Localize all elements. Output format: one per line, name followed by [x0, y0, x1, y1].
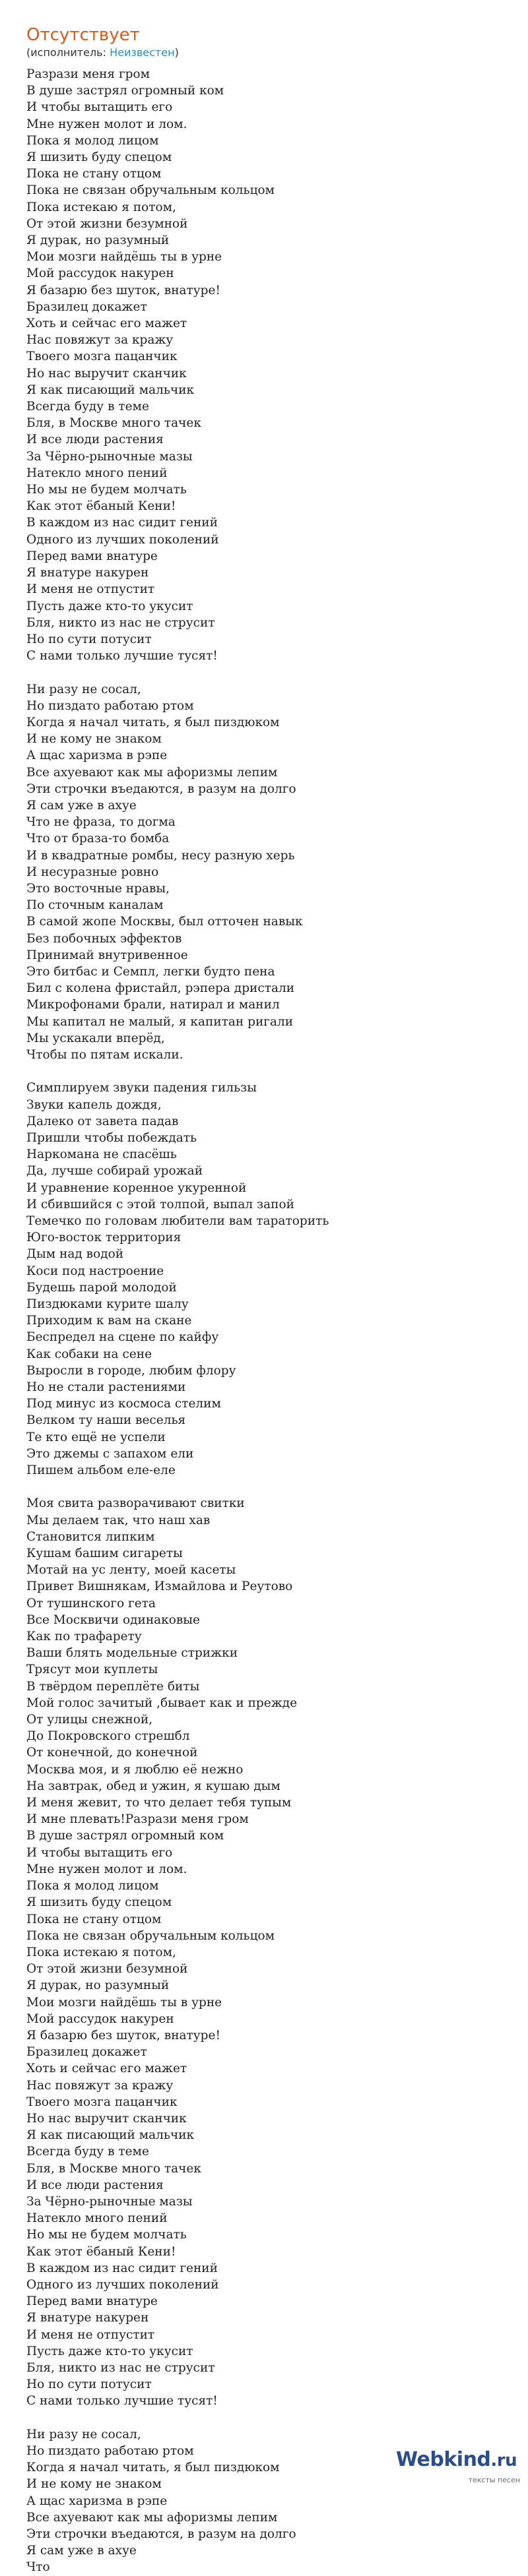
lyric-line: Я внатуре накурен [26, 566, 149, 580]
lyric-line: Но по сути потусит [26, 632, 152, 646]
lyric-line: Пусть даже кто-то укусит [26, 2344, 193, 2358]
lyric-line: Я дурак, но разумный [26, 1978, 170, 1993]
lyric-line: Ни разу не сосал, [26, 682, 141, 696]
lyric-line: По сточным каналам [26, 898, 164, 913]
lyric-line: Пишем альбом еле-еле [26, 1463, 176, 1478]
lyric-line: Мы капитал не малый, я капитан ригали [26, 1014, 294, 1029]
lyric-line: Да, лучше собирай урожай [26, 1164, 203, 1179]
stanza-break [26, 1063, 508, 1080]
lyric-line: Это джемы с запахом ели [26, 1446, 194, 1461]
lyric-line: Становится липким [26, 1529, 155, 1544]
lyric-line: Те кто ещё не успели [26, 1430, 166, 1444]
lyric-line: Всегда буду в теме [26, 2145, 149, 2159]
lyric-line: Пока не стану отцом [26, 167, 162, 181]
song-title: Отсутствует [26, 25, 140, 45]
stanza-break [26, 664, 508, 681]
lyric-line: И не кому не знаком [26, 2477, 162, 2492]
lyric-line: Нас повяжут за кражу [26, 333, 174, 348]
lyric-line: Твоего мозга пацанчик [26, 350, 178, 364]
lyric-line: Наркомана не спасёшь [26, 1148, 177, 1162]
lyric-line: Но нас выручит сканчик [26, 366, 187, 381]
lyric-line: С нами только лучшие тусят! [26, 2394, 218, 2408]
lyric-line: С нами только лучшие тусят! [26, 649, 218, 663]
lyric-line: В душе застрял огромный ком [26, 84, 224, 98]
lyric-line: Будешь парой молодой [26, 1280, 177, 1295]
lyric-line: И уравнение коренное укуренной [26, 1181, 247, 1195]
lyric-line: Бля, никто из нас не струсит [26, 615, 215, 630]
lyric-line: И в квадратные ромбы, несу разную херь [26, 848, 295, 863]
lyric-line: А щас харизма в рэпе [26, 2494, 168, 2508]
lyric-line: Юго-восток территория [26, 1231, 182, 1245]
lyric-line: Все ахуевают как мы афоризмы лепим [26, 765, 278, 780]
lyric-line: Но мы не будем молчать [26, 483, 187, 497]
lyric-line: Без побочных эффектов [26, 931, 182, 946]
lyric-line: И все люди растения [26, 2178, 164, 2192]
lyric-line: До Покровского стрешбл [26, 1729, 190, 1744]
lyric-line: Это битбас и Семпл, легки будто пена [26, 964, 275, 979]
lyric-line: Ни разу не сосал, [26, 2427, 141, 2441]
lyric-line: Пока истекаю я потом, [26, 1945, 176, 1959]
lyric-line: Пока не стану отцом [26, 1912, 162, 1926]
lyric-line: Приходим к вам на скане [26, 1314, 192, 1328]
lyric-line: Пока я молод лицом [26, 1879, 159, 1893]
lyric-line: Мой рассудок накурен [26, 2011, 174, 2026]
lyric-line: Что от браза-то бомба [26, 832, 170, 846]
lyric-line: Перед вами внатуре [26, 2294, 158, 2309]
lyric-line: Но нас выручит сканчик [26, 2111, 187, 2126]
lyric-line: В душе застрял огромный ком [26, 1829, 224, 1843]
lyric-line: Нас повяжут за кражу [26, 2078, 174, 2093]
logo-tagline: тексты песен [468, 2476, 520, 2484]
lyric-line: Я внатуре накурен [26, 2311, 149, 2325]
lyric-line: Как этот ёбаный Кени! [26, 499, 176, 514]
logo-domain: .ru [490, 2451, 517, 2470]
logo-brand [396, 2448, 517, 2471]
lyric-line: И чтобы вытащить его [26, 100, 173, 115]
lyric-line: Хоть и сейчас его мажет [26, 2062, 187, 2076]
lyric-line: Выросли в городе, любим флору [26, 1363, 236, 1378]
lyric-line: От улицы снежной, [26, 1713, 153, 1727]
lyric-line: От этой жизни безумной [26, 1962, 188, 1977]
lyric-line: Натекло много пений [26, 2211, 168, 2226]
lyric-line: И мне плевать!Разрази меня гром [26, 1812, 249, 1827]
lyric-line: Пока не связан обручальным кольцом [26, 183, 275, 198]
song-subtitle [26, 46, 179, 59]
lyric-line: Беспредел на сцене по кайфу [26, 1330, 219, 1345]
webkind-logo[interactable] [396, 2448, 521, 2485]
lyric-line: Бразилец докажет [26, 299, 147, 314]
stanza-break [26, 2410, 508, 2426]
lyric-line: Пока истекаю я потом, [26, 200, 176, 214]
lyric-line: Ваши блять модельные стрижки [26, 1646, 238, 1661]
lyric-line: Пусть даже кто-то укусит [26, 599, 193, 613]
lyric-line: Что не фраза, то догма [26, 815, 176, 830]
lyric-line: Натекло много пений [26, 466, 168, 480]
lyric-line: Пока я молод лицом [26, 133, 159, 148]
lyric-line: Я шизить буду спецом [26, 1895, 172, 1910]
lyric-line: Симплируем звуки падения гильзы [26, 1081, 257, 1095]
lyric-line: Но пиздато работаю ртом [26, 2443, 194, 2458]
lyric-line: И чтобы вытащить его [26, 1845, 173, 1860]
lyric-line: В самой жопе Москвы, был отточен навык [26, 915, 303, 929]
lyric-line: За Чёрно-рыночные мазы [26, 449, 193, 464]
lyric-line: И меня не отпустит [26, 582, 155, 597]
lyric-line: Все Москвичи одинаковые [26, 1612, 200, 1627]
lyric-line: Я базарю без шуток, внатуре! [26, 283, 220, 297]
lyric-line: Принимай внутривенное [26, 948, 188, 962]
lyric-line: Под минус из космоса стелим [26, 1397, 221, 1411]
lyric-line: Мне нужен молот и лом. [26, 117, 187, 131]
lyric-line: Перед вами внатуре [26, 549, 158, 563]
lyric-line: Дым над водой [26, 1247, 124, 1262]
lyric-line: Мой рассудок накурен [26, 266, 174, 281]
lyric-line: Но мы не будем молчать [26, 2228, 187, 2242]
lyric-line: От тушинского гета [26, 1596, 156, 1610]
lyric-line: Разрази меня гром [26, 67, 150, 81]
lyric-line: Эти строчки въедаются, в разум на долго [26, 2527, 296, 2541]
lyric-line: Это восточные нравы, [26, 881, 170, 896]
lyric-line: Когда я начал читать, я был пиздюком [26, 2461, 280, 2475]
lyric-line: Но не стали растениями [26, 1380, 186, 1395]
lyric-line: Но пиздато работаю ртом [26, 698, 194, 713]
artist-link[interactable]: Неизвестен [110, 46, 175, 59]
lyric-line: И все люди растения [26, 433, 164, 447]
stanza-break [26, 1479, 508, 1495]
subtitle-suffix: ) [174, 46, 179, 59]
lyric-line: Я сам уже в ахуе [26, 798, 137, 813]
lyric-line: А щас харизма в рэпе [26, 749, 168, 763]
lyric-line: Я базарю без шуток, внатуре! [26, 2028, 220, 2042]
lyric-line: Я сам уже в ахуе [26, 2544, 137, 2558]
lyric-line: Мотай на ус ленту, моей касеты [26, 1563, 236, 1578]
lyric-line: От конечной, до конечной [26, 1746, 198, 1760]
lyric-line: На завтрак, обед и ужин, я кушаю дым [26, 1779, 280, 1793]
lyric-line: Когда я начал читать, я был пиздюком [26, 715, 280, 729]
lyric-line: Чтобы по пятам искали. [26, 1047, 183, 1062]
lyric-line: Моя свита разворачивают свитки [26, 1496, 245, 1511]
lyric-line: Бразилец докажет [26, 2045, 147, 2060]
lyric-line: Как собаки на сене [26, 1347, 152, 1361]
lyric-line: Микрофонами брали, натирал и манил [26, 998, 280, 1012]
lyric-line: Эти строчки въедаются, в разум на долго [26, 782, 296, 796]
lyric-line: Кушам башим сигареты [26, 1547, 183, 1561]
lyric-line: Одного из лучших поколений [26, 2277, 219, 2292]
lyric-line: Твоего мозга пацанчик [26, 2095, 178, 2109]
lyric-line: Мы делаем так, что наш хав [26, 1513, 211, 1527]
subtitle-prefix: (исполнитель: [26, 46, 110, 59]
lyric-line: Темечко по головам любители вам тараторить [26, 1213, 329, 1228]
lyric-line: Я дурак, но разумный [26, 233, 170, 248]
lyric-line: Бля, в Москве много тачек [26, 2161, 201, 2176]
lyric-line: Пришли чтобы побеждать [26, 1130, 197, 1145]
lyrics-text [26, 66, 508, 2576]
lyric-line: Все ахуевают как мы афоризмы лепим [26, 2510, 278, 2525]
lyric-line: Москва моя, и я люблю её нежно [26, 1762, 244, 1777]
lyric-line: От этой жизни безумной [26, 216, 188, 231]
lyric-line: Как по трафарету [26, 1630, 142, 1644]
lyric-line: Мои мозги найдёшь ты в урне [26, 250, 222, 264]
lyric-line: Я как писающий мальчик [26, 383, 195, 397]
lyric-line: И меня жевит, то что делает тебя тупым [26, 1796, 292, 1810]
lyric-line: В каждом из нас сидит гений [26, 516, 218, 530]
logo-brand-name: Webkind [396, 2448, 491, 2471]
lyric-line: Всегда буду в теме [26, 400, 149, 414]
lyric-line: За Чёрно-рыночные мазы [26, 2194, 193, 2209]
lyric-line: Хоть и сейчас его мажет [26, 317, 187, 331]
lyric-line: Мой голос зачитый ,бывает как и прежде [26, 1696, 298, 1710]
lyric-line: Велком ту наши веселья [26, 1413, 186, 1428]
lyric-line: Бля, в Москве много тачек [26, 416, 201, 431]
lyric-line: Бил с колена фристайл, рэпера дристали [26, 981, 295, 996]
lyric-line: Я как писающий мальчик [26, 2128, 195, 2143]
lyric-line: Коси под настроение [26, 1264, 164, 1278]
lyric-line: Пока не связан обручальным кольцом [26, 1928, 275, 1943]
lyric-line: В твёрдом переплёте биты [26, 1679, 200, 1694]
lyric-line: Бля, никто из нас не струсит [26, 2360, 215, 2375]
lyric-line: Я шизить буду спецом [26, 150, 172, 165]
lyric-line: В каждом из нас сидит гений [26, 2261, 218, 2275]
lyric-line: Трясут мои куплеты [26, 1663, 158, 1677]
lyric-line: Далеко от завета падав [26, 1114, 179, 1128]
lyric-line: Мне нужен молот и лом. [26, 1862, 187, 1876]
lyric-line: Одного из лучших поколений [26, 532, 219, 547]
lyric-line: Пиздюками курите шалу [26, 1297, 189, 1311]
lyric-line: Что [26, 2560, 50, 2575]
lyric-line: Как этот ёбаный Кени! [26, 2244, 176, 2259]
lyric-line: Звуки капель дождя, [26, 1097, 162, 1112]
lyric-line: И не кому не знаком [26, 732, 162, 747]
lyric-line: Привет Вишнякам, Измайлова и Реутово [26, 1579, 293, 1594]
lyric-line: Мои мозги найдёшь ты в урне [26, 1995, 222, 2009]
lyric-line: И меня не отпустит [26, 2327, 155, 2342]
lyric-line: Но по сути потусит [26, 2377, 152, 2392]
lyric-line: И несуразные ровно [26, 865, 159, 879]
lyric-line: И сбившийся с этой толпой, выпал запой [26, 1197, 294, 1211]
lyric-line: Мы ускакали вперёд, [26, 1031, 165, 1045]
